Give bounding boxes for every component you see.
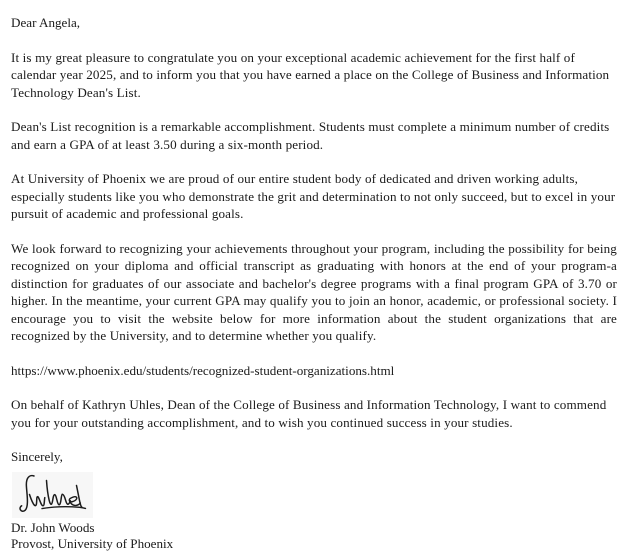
handwritten-signature-image xyxy=(12,472,93,518)
signer-name: Dr. John Woods xyxy=(11,519,95,535)
salutation: Dear Angela, xyxy=(11,15,81,30)
signer-title: Provost, University of Phoenix xyxy=(11,536,174,551)
body-paragraph-2: Dean's List recognition is a remarkable accomplishment. Students must complete a minimum number of credits and earn a GPA of at least 3.50 during a six-month period. xyxy=(11,119,610,152)
body-paragraph-3: At University of Phoenix we are proud of our entire student body of dedicated and driven working adults, especially students like you who demonstrate the grit and determination to not only succeed, but to excel in your pursuit of academic and professional goals. xyxy=(11,171,616,221)
signature-icon xyxy=(12,472,93,518)
student-organizations-url[interactable]: https://www.phoenix.edu/students/recognized-student-organizations.html xyxy=(11,362,395,378)
body-paragraph-4: We look forward to recognizing your achievements throughout your program, including the possibility for being recognized on your diploma and official transcript as graduating with honors at the end of your program-a distinction for graduates of our associate and bachelor's degree programs with a final program GPA of 3.70 or higher. In the meantime, your current GPA may qualify you to join an honor, academic, or professional society. I encourage you to visit the website below for more information about the student organizations that are recognized by the University, and to determine whether you qualify. xyxy=(11,240,617,343)
body-paragraph-1: It is my great pleasure to congratulate you on your exceptional academic achievement for the first half of calendar year 2025, and to inform you that you have earned a place on the College of Business and Information Technology Dean's List. xyxy=(11,49,610,100)
closing-paragraph: On behalf of Kathryn Uhles, Dean of the College of Business and Information Technology, I want to commend you for your outstanding accomplishment, and to wish you continued success in your studies. xyxy=(11,397,607,430)
valediction: Sincerely, xyxy=(11,449,63,464)
signature-block xyxy=(11,472,617,553)
